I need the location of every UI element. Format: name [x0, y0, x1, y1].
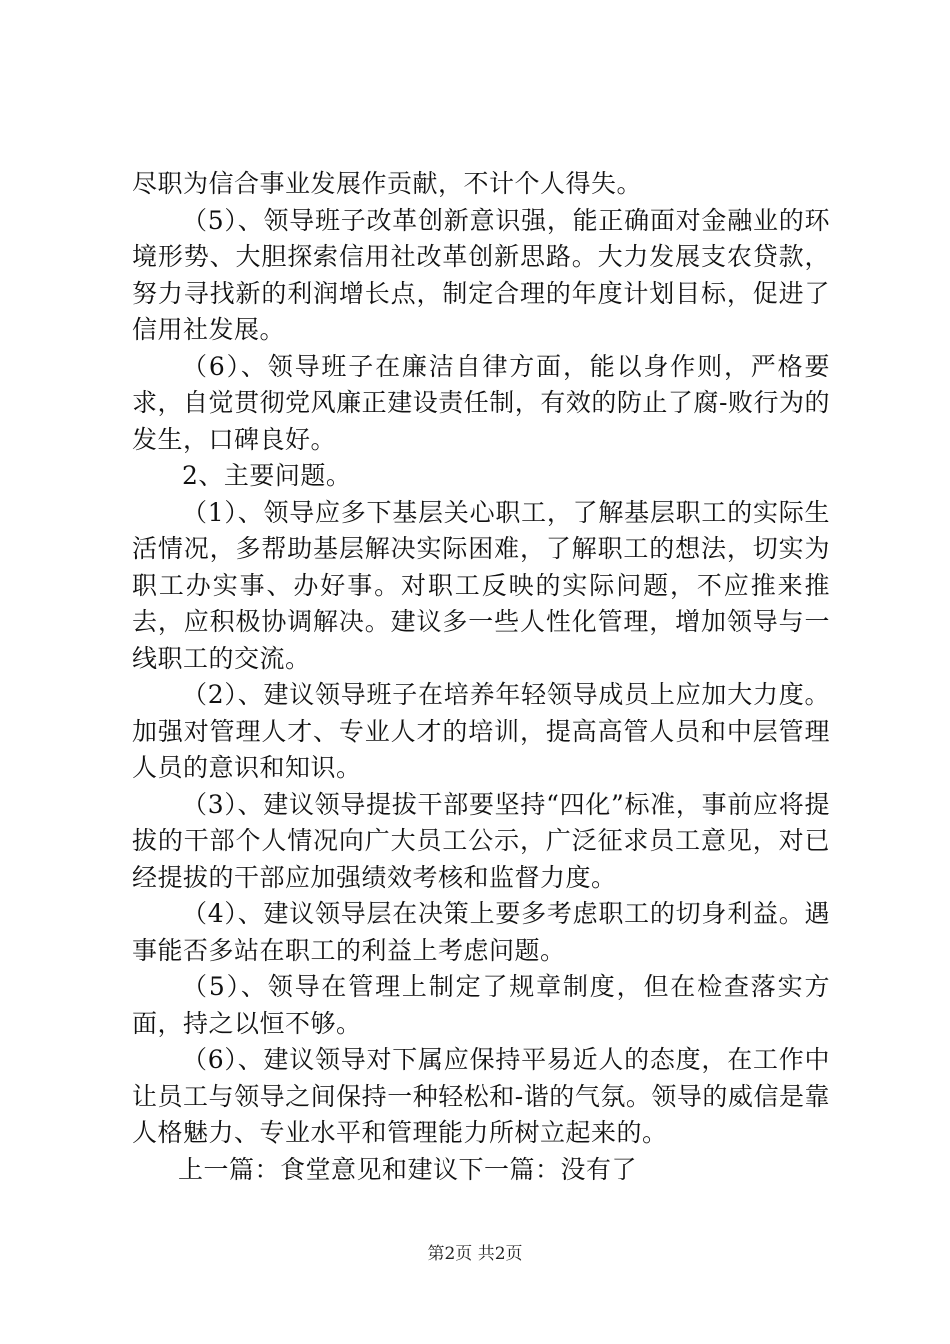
paragraph-issue-2: （2）、建议领导班子在培养年轻领导成员上应加大力度。加强对管理人才、专业人才的培训，提高高管人员和中层管理人员的意识和知识。: [132, 680, 830, 782]
paragraph-issue-3: （3）、建议领导提拔干部要坚持“四化”标准，事前应将提拔的干部个人情况向广大员工公示，广泛征求员工意见，对已经提拔的干部应加强绩效考核和监督力度。: [132, 789, 830, 892]
paragraph-item-6: （6）、领导班子在廉洁自律方面，能以身作则，严格要求，自觉贯彻党风廉正建设责任制，有效的防止了腐-败行为的发生，口碑良好。: [132, 351, 830, 454]
page-number-footer: 第2页 共2页: [427, 1244, 523, 1264]
prev-next-navigation: 上一篇：食堂意见和建议下一篇：没有了: [178, 1154, 638, 1184]
paragraph-issue-4: （4）、建议领导层在决策上要多考虑职工的切身利益。遇事能否多站在职工的利益上考虑问题。: [132, 899, 830, 965]
paragraph-issue-6: （6）、建议领导对下属应保持平易近人的态度，在工作中让员工与领导之间保持一种轻松和-谐的气氛。领导的威信是靠人格魅力、专业水平和管理能力所树立起来的。: [132, 1045, 830, 1147]
section-heading-main-issues: 2、主要问题。: [182, 461, 352, 490]
paragraph-continuation: 尽职为信合事业发展作贡献，不计个人得失。: [132, 169, 643, 198]
paragraph-issue-5: （5）、领导在管理上制定了规章制度，但在检查落实方面，持之以恒不够。: [132, 972, 830, 1038]
document-body: [132, 166, 830, 1188]
paragraph-issue-1: （1）、领导应多下基层关心职工，了解基层职工的实际生活情况，多帮助基层解决实际困难，了解职工的想法，切实为职工办实事、办好事。对职工反映的实际问题，不应推来推去，应积极协调解决。建议多一些人性化管理，增加领导与一线职工的交流。: [132, 497, 830, 673]
paragraph-item-5: （5）、领导班子改革创新意识强，能正确面对金融业的环境形势、大胆探索信用社改革创新思路。大力发展支农贷款，努力寻找新的利润增长点，制定合理的年度计划目标，促进了信用社发展。: [132, 205, 830, 344]
